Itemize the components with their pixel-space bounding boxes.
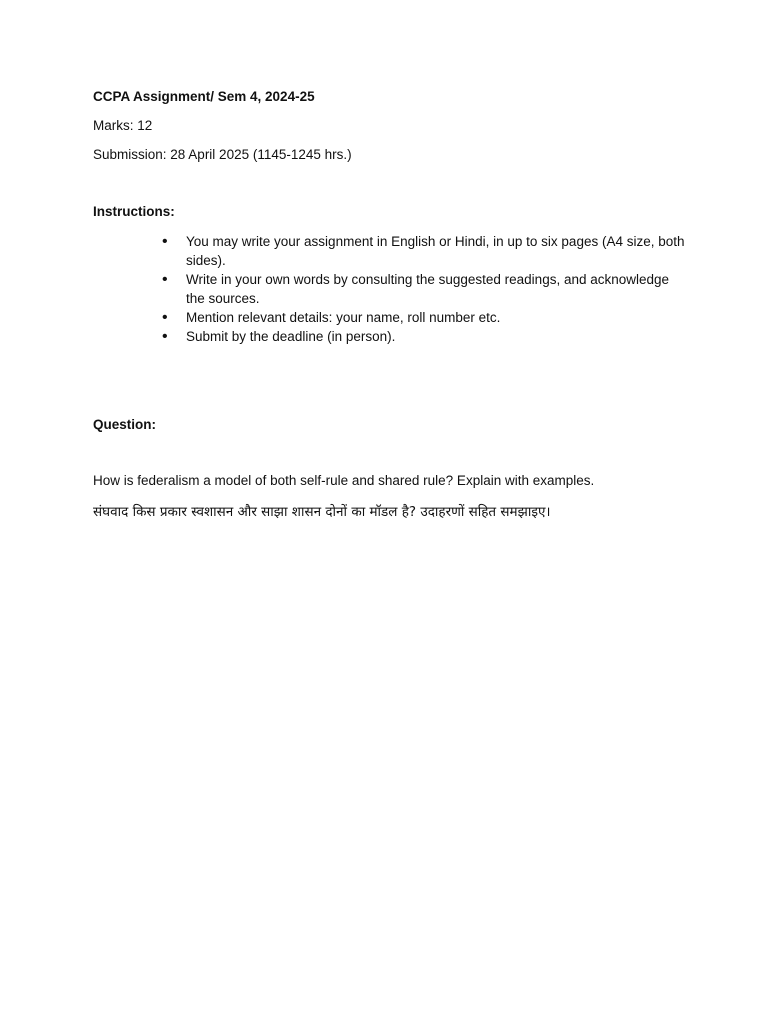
assignment-title: CCPA Assignment/ Sem 4, 2024-25 xyxy=(93,89,315,104)
instruction-item: • Mention relevant details: your name, roll number etc. xyxy=(160,308,690,327)
submission-line: Submission: 28 April 2025 (1145-1245 hrs.) xyxy=(93,147,352,162)
instruction-item: • Submit by the deadline (in person). xyxy=(160,327,690,346)
instructions-list xyxy=(160,232,690,346)
question-heading: Question: xyxy=(93,417,156,432)
instruction-item: • Write in your own words by consulting the suggested readings, and acknowledge the sources. xyxy=(160,270,690,308)
question-text-english: How is federalism a model of both self-rule and shared rule? Explain with examples. xyxy=(93,473,595,488)
question-text-hindi: संघवाद किस प्रकार स्वशासन और साझा शासन दोनों का मॉडल है? उदाहरणों सहित समझाइए। xyxy=(93,504,551,520)
marks-line: Marks: 12 xyxy=(93,118,153,133)
instruction-item: • You may write your assignment in English or Hindi, in up to six pages (A4 size, both sides). xyxy=(160,232,690,270)
instructions-heading: Instructions: xyxy=(93,204,175,219)
